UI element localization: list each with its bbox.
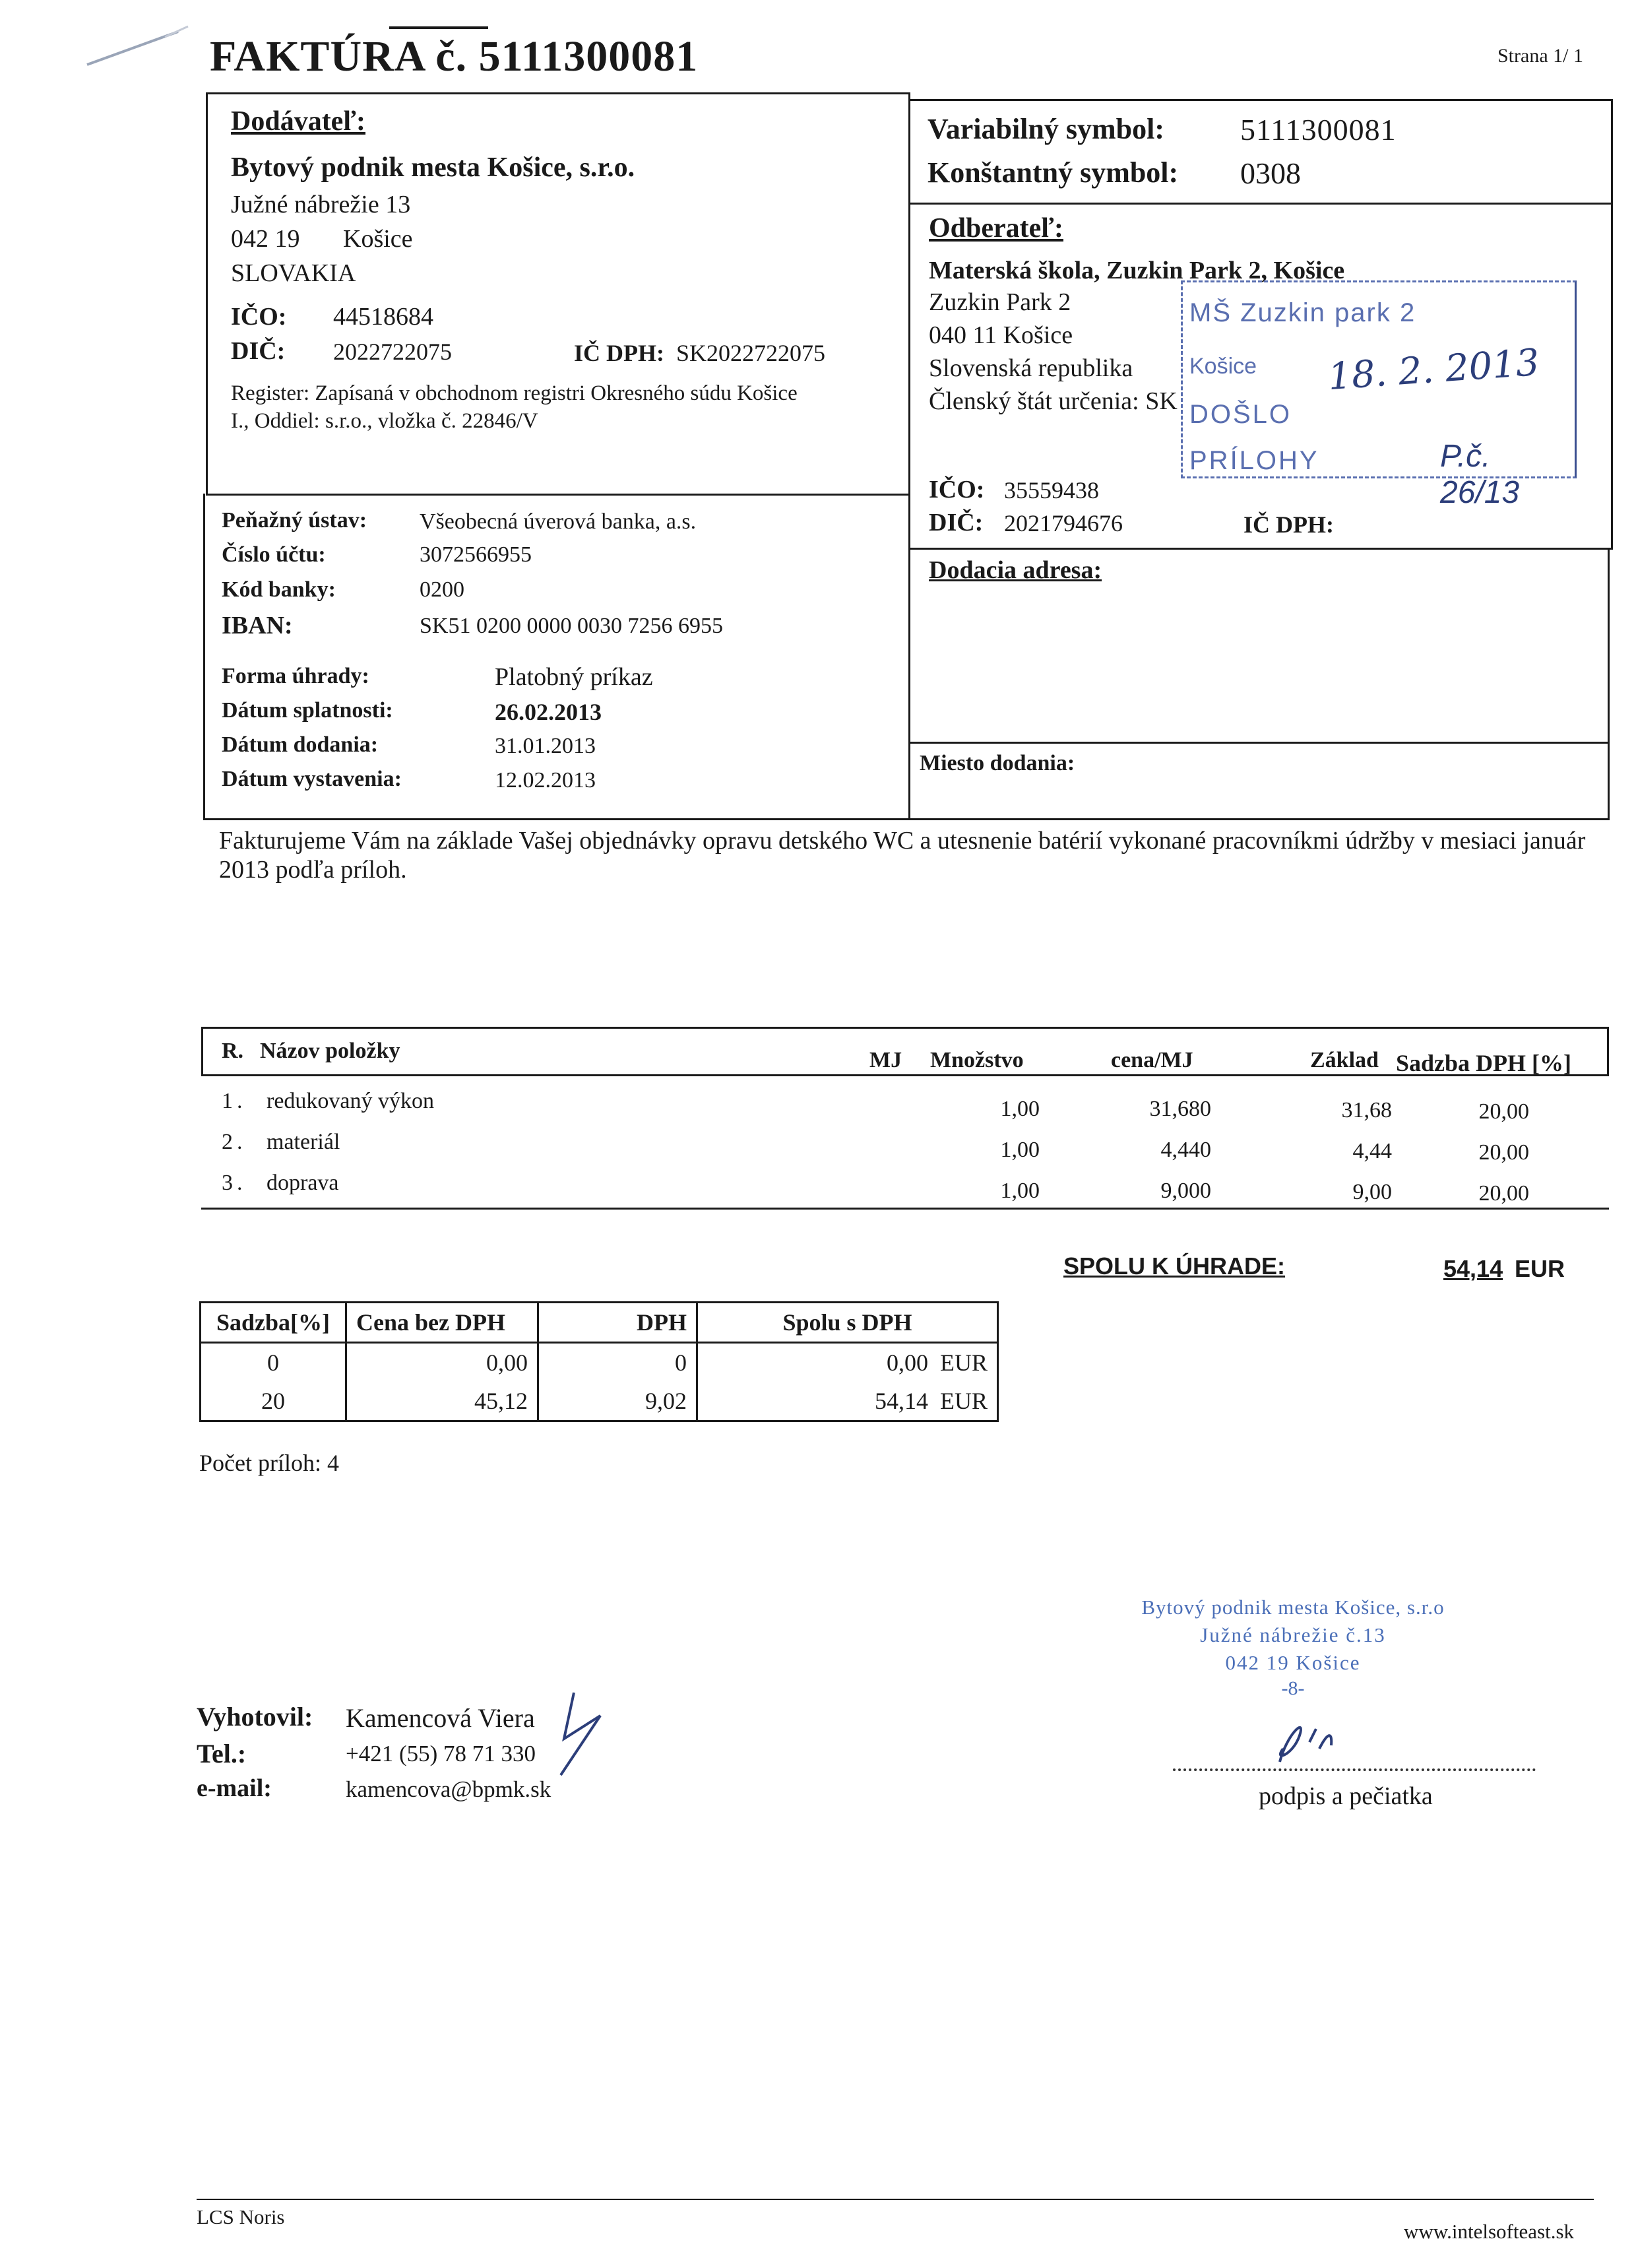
item-row-3-no: 3.	[222, 1171, 247, 1195]
supplier-city: Košice	[343, 225, 413, 253]
issue-date: 12.02.2013	[495, 768, 596, 793]
item-row-1-unit-price: 31,680	[1149, 1097, 1211, 1121]
delivery-date-label: Dátum dodania:	[222, 732, 379, 757]
col-header-name: Názov položky	[260, 1039, 400, 1063]
issuer-made: Kamencová Viera	[346, 1703, 535, 1733]
col-header-no: R.	[222, 1039, 244, 1063]
customer-dic: 2021794676	[1004, 510, 1123, 536]
supplier-icdph-label: IČ DPH:	[574, 340, 664, 366]
delivery-address-top-border	[908, 548, 1613, 550]
supplier-ico: 44518684	[333, 303, 433, 331]
total-amount: 54,14	[1443, 1255, 1503, 1282]
item-row-3-vat: 20,00	[1478, 1181, 1529, 1206]
item-row-2-name: materiál	[267, 1130, 340, 1154]
vat-header-gross: Spolu s DPH	[697, 1303, 998, 1343]
bank-label: Peňažný ústav:	[222, 508, 367, 533]
customer-street: Zuzkin Park 2	[929, 288, 1071, 316]
vat-summary-table	[199, 1301, 999, 1422]
right-outer-border	[1611, 203, 1613, 550]
delivery-address-label: Dodacia adresa:	[929, 556, 1102, 584]
item-row-2-qty: 1,00	[1000, 1138, 1040, 1162]
vat-row-1-gross: 0,00	[887, 1349, 928, 1376]
supplier-register-2: I., Oddiel: s.r.o., vložka č. 22846/V	[231, 409, 538, 433]
item-row-1-name: redukovaný výkon	[267, 1089, 435, 1113]
due-date: 26.02.2013	[495, 699, 602, 725]
iban-label: IBAN:	[222, 612, 293, 639]
vat-summary-header	[201, 1303, 998, 1343]
stamp-line-3: DOŠLO	[1189, 400, 1292, 429]
col-header-qty: Množstvo	[930, 1048, 1024, 1072]
vat-header-net: Cena bez DPH	[346, 1303, 538, 1343]
customer-dic-label: DIČ:	[929, 509, 984, 536]
attachments-count: Počet príloh: 4	[199, 1450, 339, 1476]
constant-symbol: 0308	[1240, 156, 1301, 190]
supplier-ico-label: IČO:	[231, 303, 287, 331]
bank-top-border	[206, 494, 910, 496]
item-row-1-vat: 20,00	[1478, 1099, 1529, 1124]
account-number: 3072566955	[420, 542, 532, 567]
supplier-dic: 2022722075	[333, 339, 452, 365]
customer-ico-label: IČO:	[929, 476, 985, 503]
title-overline	[389, 26, 488, 29]
due-date-label: Dátum splatnosti:	[222, 698, 393, 723]
stamp-ref: P.č. 26/13	[1440, 439, 1520, 510]
total-currency: EUR	[1515, 1255, 1565, 1282]
stamp-line-2: Košice	[1189, 354, 1257, 379]
customer-member-state: Členský štát určenia: SK	[929, 387, 1178, 415]
customer-icdph-label: IČ DPH:	[1243, 511, 1334, 538]
customer-ico: 35559438	[1004, 477, 1099, 503]
issuer-initial-mark	[548, 1686, 620, 1778]
stamp-date: 18. 2. 2013	[1327, 340, 1541, 399]
vat-row-2-rate: 20	[201, 1382, 346, 1421]
supplier-street: Južné nábrežie 13	[231, 191, 411, 218]
item-row-1-base: 31,68	[1341, 1098, 1392, 1122]
pen-mark	[79, 18, 198, 71]
col-header-unit-price: cena/MJ	[1111, 1048, 1193, 1072]
constant-symbol-label: Konštantný symbol:	[928, 156, 1179, 189]
company-stamp-line-4: -8-	[1281, 1677, 1305, 1699]
stamp-line-4: PRÍLOHY	[1189, 446, 1319, 475]
issue-date-label: Dátum vystavenia:	[222, 767, 402, 791]
col-header-vat-rate: Sadzba DPH [%]	[1396, 1050, 1572, 1076]
vat-row-2-gross: 54,14	[875, 1388, 928, 1414]
vat-row-1-currency: EUR	[940, 1349, 988, 1376]
vat-row-1-gross-cell	[697, 1343, 998, 1382]
item-row-3-name: doprava	[267, 1171, 339, 1195]
left-outer-border	[203, 494, 205, 820]
supplier-country: SLOVAKIA	[231, 259, 356, 287]
variable-symbol: 5111300081	[1240, 113, 1397, 146]
account-label: Číslo účtu:	[222, 542, 326, 567]
company-stamp-line-2: Južné nábrežie č.13	[1200, 1623, 1386, 1646]
vat-summary-row	[201, 1382, 998, 1421]
received-stamp	[1181, 280, 1577, 510]
vat-row-2-currency: EUR	[940, 1388, 988, 1414]
signature-label: podpis a pečiatka	[1259, 1782, 1433, 1810]
bank-code-label: Kód banky:	[222, 577, 336, 602]
supplier-heading: Dodávateľ:	[231, 106, 365, 137]
issuer-email-label: e-mail:	[197, 1774, 272, 1802]
company-stamp	[1082, 1596, 1504, 1700]
total-label: SPOLU K ÚHRADE:	[1063, 1252, 1286, 1280]
vat-row-1-rate: 0	[201, 1343, 346, 1382]
intro-text: Fakturujeme Vám na základe Vašej objednávky opravu detského WC a utesnenie batérií vykonané pracovníkmi údržby v mesiaci január 2013 podľa príloh.	[219, 827, 1586, 884]
payment-form-label: Forma úhrady:	[222, 664, 369, 688]
stamp-line-1: MŠ Zuzkin park 2	[1189, 298, 1416, 327]
customer-city: 040 11 Košice	[929, 321, 1073, 349]
supplier-dic-label: DIČ:	[231, 337, 286, 365]
vat-row-1-vat: 0	[538, 1343, 697, 1382]
customer-name: Materská škola, Zuzkin Park 2, Košice	[929, 257, 1345, 284]
signature-mark	[1253, 1709, 1352, 1768]
vat-row-2-gross-cell	[697, 1382, 998, 1421]
right-lower-border	[1608, 548, 1610, 743]
vat-header-vat: DPH	[538, 1303, 697, 1343]
footer-right: www.intelsofteast.sk	[1404, 2220, 1575, 2243]
customer-heading: Odberateľ:	[929, 213, 1063, 243]
item-row-3-qty: 1,00	[1000, 1179, 1040, 1203]
vat-header-rate: Sadzba[%]	[201, 1303, 346, 1343]
items-left-border	[201, 1027, 203, 1076]
vat-row-1-net: 0,00	[346, 1343, 538, 1382]
vat-summary-row	[201, 1343, 998, 1382]
signature-dotted-line	[1173, 1768, 1536, 1771]
iban: SK51 0200 0000 0030 7256 6955	[420, 614, 723, 638]
col-header-base: Základ	[1310, 1048, 1379, 1072]
company-stamp-line-3: 042 19 Košice	[1225, 1651, 1361, 1674]
col-header-unit: MJ	[869, 1048, 902, 1072]
payment-form: Platobný príkaz	[495, 663, 653, 691]
item-row-2-base: 4,44	[1352, 1139, 1392, 1163]
footer-left: LCS Noris	[197, 2205, 285, 2228]
item-row-1-qty: 1,00	[1000, 1097, 1040, 1121]
vat-row-2-vat: 9,02	[538, 1382, 697, 1421]
item-row-3-base: 9,00	[1352, 1180, 1392, 1204]
left-bottom-border	[203, 818, 910, 820]
item-row-1-no: 1.	[222, 1089, 247, 1113]
delivery-date: 31.01.2013	[495, 734, 596, 758]
supplier-name: Bytový podnik mesta Košice, s.r.o.	[231, 152, 635, 183]
item-row-2-vat: 20,00	[1478, 1140, 1529, 1165]
vat-row-2-net: 45,12	[346, 1382, 538, 1421]
bank-code: 0200	[420, 577, 464, 602]
bank-name: Všeobecná úverová banka, a.s.	[420, 509, 697, 534]
items-right-border	[1607, 1027, 1609, 1076]
customer-country: Slovenská republika	[929, 354, 1133, 382]
items-top-border	[201, 1027, 1609, 1029]
supplier-zip: 042 19	[231, 225, 300, 253]
variable-symbol-label: Variabilný symbol:	[928, 113, 1165, 145]
page-label: Strana 1/ 1	[1497, 45, 1583, 67]
item-row-2-unit-price: 4,440	[1160, 1138, 1211, 1162]
footer-rule	[197, 2199, 1594, 2200]
item-row-2-no: 2.	[222, 1130, 247, 1154]
issuer-email: kamencova@bpmk.sk	[346, 1776, 551, 1802]
invoice-title: FAKTÚRA č. 5111300081	[210, 32, 699, 81]
items-bottom-border	[201, 1208, 1609, 1210]
item-row-3-unit-price: 9,000	[1160, 1179, 1211, 1203]
company-stamp-line-1: Bytový podnik mesta Košice, s.r.o	[1141, 1596, 1445, 1619]
issuer-tel: +421 (55) 78 71 330	[346, 1741, 536, 1766]
supplier-icdph: SK2022722075	[676, 340, 826, 366]
delivery-place-label: Miesto dodania:	[920, 751, 1075, 775]
issuer-made-label: Vyhotovil:	[197, 1702, 313, 1732]
issuer-tel-label: Tel.:	[197, 1739, 247, 1768]
supplier-register-1: Register: Zapísaná v obchodnom registri Okresného súdu Košice	[231, 381, 798, 405]
